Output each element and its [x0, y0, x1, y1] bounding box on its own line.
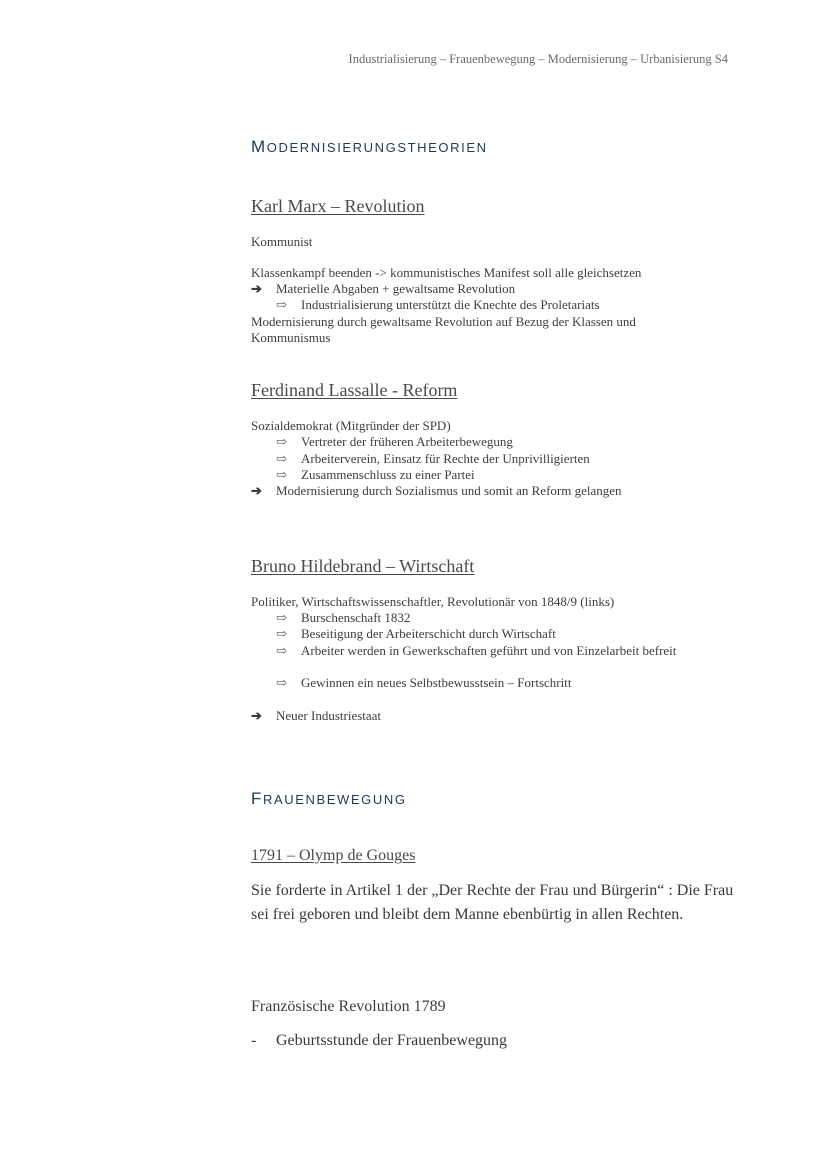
- lassalle-sub-item: ⇨ Arbeiterverein, Einsatz für Rechte der Unprivilligierten: [276, 451, 590, 466]
- lassalle-role: Sozialdemokrat (Mitgründer der SPD): [251, 418, 451, 433]
- lassalle-conclusion: ➔ Modernisierung durch Sozialismus und somit an Reform gelangen: [251, 483, 622, 498]
- marx-line-1: Klassenkampf beenden -> kommunistisches Manifest soll alle gleichsetzen: [251, 265, 642, 280]
- hollow-arrow-icon: ⇨: [276, 451, 287, 466]
- revolution-list-item: - Geburtsstunde der Frauenbewegung: [251, 1032, 508, 1049]
- lassalle-sub-item: ⇨ Vertreter der früheren Arbeiterbewegung: [276, 434, 513, 449]
- hollow-arrow-icon: ⇨: [276, 626, 287, 641]
- hollow-arrow-icon: ⇨: [276, 297, 287, 312]
- hollow-arrow-icon: ⇨: [276, 467, 287, 482]
- lassalle-sub-item: ⇨ Zusammenschluss zu einer Partei: [276, 467, 475, 482]
- section-title-frauenbewegung: FRAUENBEWEGUNG: [251, 789, 407, 808]
- heading-franzoesische-revolution: Französische Revolution 1789: [251, 998, 446, 1015]
- heading-hildebrand: Bruno Hildebrand – Wirtschaft: [251, 556, 475, 576]
- marx-line-3: Kommunismus: [251, 330, 331, 345]
- heading-karl-marx: Karl Marx – Revolution: [251, 196, 425, 216]
- gouges-text: Sie forderte in Artikel 1 der „Der Rechte der Frau und Bürgerin“ : Die Frau sei frei geboren und bleibt dem Manne ebenbürtig in allen Rechten.: [251, 882, 734, 923]
- heading-olymp-de-gouges: 1791 – Olymp de Gouges: [251, 847, 416, 864]
- hildebrand-role: Politiker, Wirtschaftswissenschaftler, Revolutionär von 1848/9 (links): [251, 594, 615, 609]
- heading-lassalle: Ferdinand Lassalle - Reform: [251, 380, 458, 400]
- marx-role: Kommunist: [251, 234, 313, 249]
- hildebrand-sub-item: ⇨ Arbeiter werden in Gewerkschaften geführt und von Einzelarbeit befreit: [276, 643, 677, 658]
- hollow-arrow-icon: ⇨: [276, 643, 287, 658]
- hildebrand-sub-item: ⇨ Burschenschaft 1832: [276, 610, 411, 625]
- hollow-arrow-icon: ⇨: [276, 610, 287, 625]
- dash-bullet: -: [251, 1032, 257, 1049]
- thick-arrow-icon: ➔: [251, 281, 262, 296]
- marx-arrow-item: ➔ Materielle Abgaben + gewaltsame Revolution: [251, 281, 516, 296]
- hildebrand-conclusion: ➔ Neuer Industriestaat: [251, 708, 382, 723]
- hildebrand-sub-item: ⇨ Gewinnen ein neues Selbstbewusstsein – Fortschritt: [276, 675, 572, 690]
- running-header: Industrialisierung – Frauenbewegung – Modernisierung – Urbanisierung S4: [348, 52, 728, 66]
- hildebrand-sub-item: ⇨ Beseitigung der Arbeiterschicht durch Wirtschaft: [276, 626, 556, 641]
- hollow-arrow-icon: ⇨: [276, 675, 287, 690]
- thick-arrow-icon: ➔: [251, 483, 262, 498]
- section-title-modernisierung: MODERNISIERUNGSTHEORIEN: [251, 137, 488, 156]
- marx-sub-item: ⇨ Industrialisierung unterstützt die Knechte des Proletariats: [276, 297, 600, 312]
- marx-line-2: Modernisierung durch gewaltsame Revolution auf Bezug der Klassen und: [251, 314, 636, 329]
- thick-arrow-icon: ➔: [251, 708, 262, 723]
- hollow-arrow-icon: ⇨: [276, 434, 287, 449]
